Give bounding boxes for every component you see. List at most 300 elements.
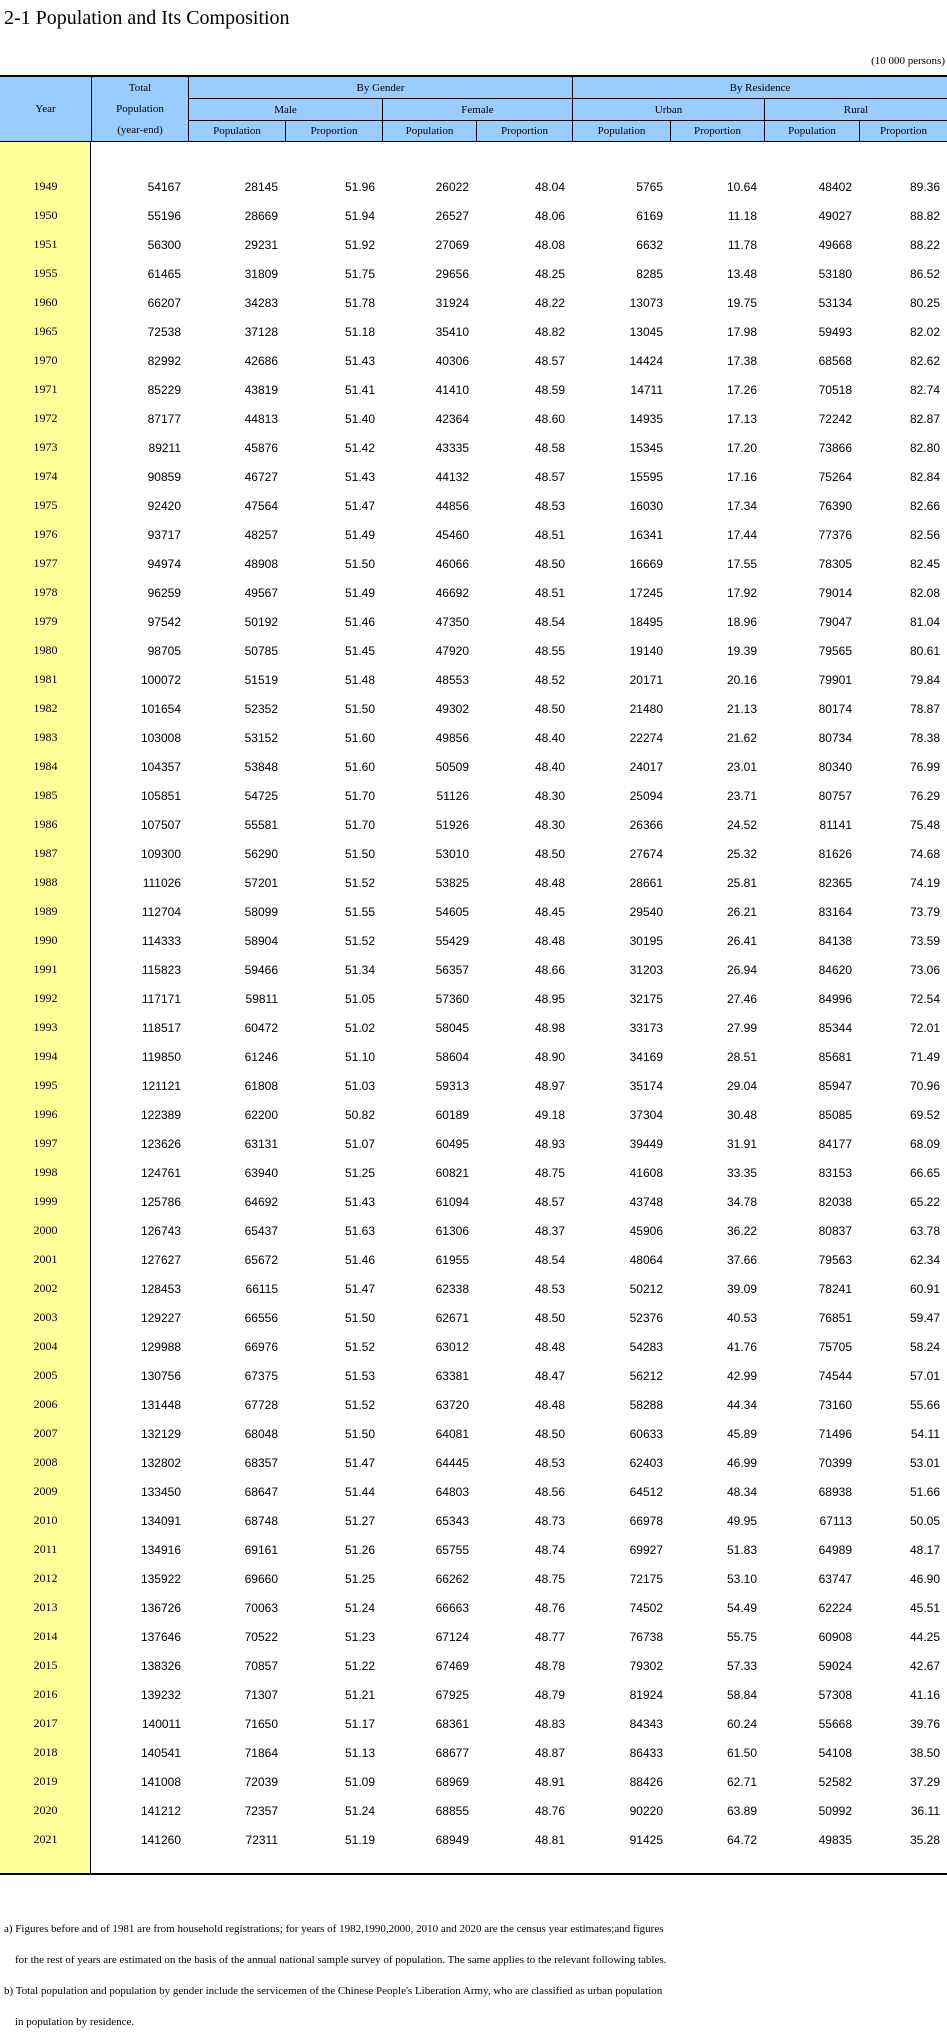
value-cell: 56290 [244, 846, 278, 861]
value-cell: 48.55 [534, 643, 565, 658]
value-cell: 89211 [148, 440, 181, 455]
value-cell: 133450 [140, 1484, 181, 1499]
year-cell: 1973 [33, 440, 58, 454]
table-row [0, 868, 947, 897]
value-cell: 134091 [140, 1513, 181, 1528]
value-cell: 31.91 [726, 1136, 757, 1151]
value-cell: 27674 [629, 846, 663, 861]
value-cell: 48.76 [534, 1803, 565, 1818]
value-cell: 48.40 [534, 730, 565, 745]
value-cell: 51.22 [344, 1658, 375, 1673]
value-cell: 84343 [629, 1716, 663, 1731]
value-cell: 60.91 [909, 1281, 940, 1296]
value-cell: 111026 [142, 875, 181, 890]
value-cell: 48.75 [534, 1571, 565, 1586]
value-cell: 66978 [629, 1513, 663, 1528]
value-cell: 48.17 [909, 1542, 940, 1557]
year-cell: 2016 [33, 1687, 58, 1701]
value-cell: 65437 [244, 1223, 278, 1238]
value-cell: 26.21 [726, 904, 757, 919]
value-cell: 68357 [244, 1455, 278, 1470]
value-cell: 18.96 [726, 614, 757, 629]
value-cell: 87177 [147, 411, 181, 426]
value-cell: 51.43 [344, 1194, 375, 1209]
header-by-gender: By Gender [188, 77, 572, 99]
value-cell: 73.06 [909, 962, 940, 977]
value-cell: 51.25 [344, 1571, 375, 1586]
value-cell: 48.97 [534, 1078, 565, 1093]
value-cell: 48.37 [534, 1223, 565, 1238]
header-rural: Rural [764, 99, 947, 121]
value-cell: 19140 [629, 643, 663, 658]
value-cell: 33.35 [726, 1165, 757, 1180]
table-row [0, 897, 947, 926]
header-female-population: Population [382, 121, 476, 141]
value-cell: 114333 [141, 933, 181, 948]
value-cell: 67113 [819, 1513, 852, 1528]
value-cell: 11.18 [727, 208, 757, 223]
value-cell: 129988 [140, 1339, 181, 1354]
table-row [0, 1129, 947, 1158]
value-cell: 51.07 [344, 1136, 375, 1151]
value-cell: 79.84 [909, 672, 940, 687]
value-cell: 51.41 [344, 382, 375, 397]
value-cell: 56300 [147, 237, 181, 252]
year-cell: 1994 [33, 1049, 58, 1063]
value-cell: 72311 [245, 1832, 278, 1847]
value-cell: 76738 [629, 1629, 663, 1644]
value-cell: 79901 [818, 672, 852, 687]
value-cell: 80734 [818, 730, 852, 745]
table-row [0, 1680, 947, 1709]
value-cell: 51.09 [344, 1774, 375, 1789]
year-cell: 2000 [33, 1223, 58, 1237]
value-cell: 39.76 [909, 1716, 940, 1731]
value-cell: 48.22 [534, 295, 565, 310]
table-row [0, 1448, 947, 1477]
value-cell: 82.66 [909, 498, 940, 513]
value-cell: 51.49 [344, 527, 375, 542]
value-cell: 39.09 [726, 1281, 757, 1296]
year-cell: 1998 [33, 1165, 58, 1179]
value-cell: 140011 [141, 1716, 181, 1731]
table-row [0, 346, 947, 375]
value-cell: 55668 [818, 1716, 852, 1731]
value-cell: 30195 [629, 933, 663, 948]
value-cell: 86433 [629, 1745, 663, 1760]
value-cell: 17.98 [726, 324, 757, 339]
value-cell: 48.74 [534, 1542, 565, 1557]
table-bottom-rule [0, 1873, 947, 1875]
value-cell: 21480 [629, 701, 663, 716]
value-cell: 48.73 [534, 1513, 565, 1528]
value-cell: 97542 [147, 614, 181, 629]
value-cell: 58.84 [726, 1687, 757, 1702]
value-cell: 68938 [818, 1484, 852, 1499]
value-cell: 40.53 [726, 1310, 757, 1325]
value-cell: 48.76 [534, 1600, 565, 1615]
table-row [0, 433, 947, 462]
value-cell: 61094 [435, 1194, 469, 1209]
value-cell: 66262 [435, 1571, 469, 1586]
value-cell: 19.39 [726, 643, 757, 658]
value-cell: 48.50 [534, 701, 565, 716]
value-cell: 51.25 [344, 1165, 375, 1180]
value-cell: 51.47 [344, 1455, 375, 1470]
footnote-a-line2: for the rest of years are estimated on the basis of the annual national sample survey of population. The same applies to the relevant following tables. [15, 1954, 667, 1966]
table-row [0, 1419, 947, 1448]
value-cell: 61306 [435, 1223, 469, 1238]
page-title: 2-1 Population and Its Composition [4, 7, 290, 29]
value-cell: 55581 [244, 817, 278, 832]
value-cell: 57360 [435, 991, 469, 1006]
value-cell: 29231 [244, 237, 278, 252]
value-cell: 51.27 [344, 1513, 375, 1528]
value-cell: 48.93 [534, 1136, 565, 1151]
value-cell: 45.89 [726, 1426, 757, 1441]
value-cell: 49.95 [726, 1513, 757, 1528]
table-rows [0, 172, 947, 1854]
value-cell: 50192 [244, 614, 278, 629]
value-cell: 53825 [435, 875, 469, 890]
value-cell: 49835 [818, 1832, 852, 1847]
value-cell: 64081 [435, 1426, 469, 1441]
year-cell: 1983 [33, 730, 58, 744]
year-cell: 2008 [33, 1455, 58, 1469]
value-cell: 51519 [244, 672, 278, 687]
value-cell: 126743 [140, 1223, 181, 1238]
table-row [0, 1796, 947, 1825]
value-cell: 74.68 [909, 846, 940, 861]
value-cell: 73.59 [909, 933, 940, 948]
table-row [0, 1564, 947, 1593]
value-cell: 56212 [629, 1368, 663, 1383]
year-cell: 2002 [33, 1281, 58, 1295]
value-cell: 53152 [244, 730, 278, 745]
header-female: Female [382, 99, 572, 121]
value-cell: 74502 [629, 1600, 663, 1615]
table-row [0, 1593, 947, 1622]
value-cell: 51.19 [344, 1832, 375, 1847]
value-cell: 82038 [818, 1194, 852, 1209]
value-cell: 27069 [435, 237, 469, 252]
value-cell: 15345 [629, 440, 663, 455]
value-cell: 51.52 [344, 933, 375, 948]
value-cell: 64803 [435, 1484, 469, 1499]
value-cell: 78241 [818, 1281, 852, 1296]
value-cell: 53848 [244, 759, 278, 774]
value-cell: 28.51 [726, 1049, 757, 1064]
year-cell: 2012 [33, 1571, 58, 1585]
value-cell: 55429 [435, 933, 469, 948]
value-cell: 71496 [818, 1426, 852, 1441]
value-cell: 82365 [818, 875, 852, 890]
year-cell: 1995 [33, 1078, 58, 1092]
value-cell: 57.33 [726, 1658, 757, 1673]
value-cell: 73160 [818, 1397, 852, 1412]
year-cell: 1982 [33, 701, 58, 715]
value-cell: 71864 [244, 1745, 278, 1760]
value-cell: 37.66 [726, 1252, 757, 1267]
year-cell: 2014 [33, 1629, 58, 1643]
value-cell: 68969 [435, 1774, 469, 1789]
value-cell: 51.70 [344, 788, 375, 803]
value-cell: 51.17 [344, 1716, 375, 1731]
value-cell: 17.92 [726, 585, 757, 600]
value-cell: 81141 [819, 817, 852, 832]
value-cell: 76.29 [909, 788, 940, 803]
value-cell: 50785 [244, 643, 278, 658]
table-row [0, 636, 947, 665]
value-cell: 35.28 [909, 1832, 940, 1847]
value-cell: 19.75 [726, 295, 757, 310]
value-cell: 6169 [636, 208, 663, 223]
value-cell: 69660 [244, 1571, 278, 1586]
year-cell: 2001 [33, 1252, 58, 1266]
table-row [0, 172, 947, 201]
value-cell: 51.70 [344, 817, 375, 832]
value-cell: 51.94 [344, 208, 375, 223]
year-cell: 1974 [33, 469, 58, 483]
value-cell: 54725 [244, 788, 278, 803]
year-cell: 1976 [33, 527, 58, 541]
value-cell: 49668 [818, 237, 852, 252]
value-cell: 72357 [244, 1803, 278, 1818]
table-row [0, 1071, 947, 1100]
value-cell: 91425 [629, 1832, 663, 1847]
value-cell: 48.54 [534, 614, 565, 629]
year-cell: 2003 [33, 1310, 58, 1324]
value-cell: 64512 [629, 1484, 663, 1499]
value-cell: 130756 [140, 1368, 181, 1383]
value-cell: 79563 [818, 1252, 852, 1267]
footnote-a-line1: a) Figures before and of 1981 are from household registrations; for years of 1982,1990,2000, 2010 and 2020 are the census year estimates;and figures [4, 1923, 664, 1935]
value-cell: 57.01 [909, 1368, 940, 1383]
year-cell: 1949 [33, 179, 58, 193]
value-cell: 82.62 [909, 353, 940, 368]
value-cell: 84620 [818, 962, 852, 977]
value-cell: 137646 [140, 1629, 181, 1644]
header-female-proportion: Proportion [476, 121, 572, 141]
value-cell: 25.32 [726, 846, 757, 861]
value-cell: 51.50 [344, 556, 375, 571]
value-cell: 62224 [818, 1600, 852, 1615]
value-cell: 63720 [435, 1397, 469, 1412]
value-cell: 121121 [141, 1078, 181, 1093]
value-cell: 82.74 [909, 382, 940, 397]
value-cell: 80174 [818, 701, 852, 716]
header-total-line2: Population [116, 102, 164, 115]
value-cell: 6632 [636, 237, 663, 252]
value-cell: 42.99 [726, 1368, 757, 1383]
value-cell: 47350 [435, 614, 469, 629]
value-cell: 51.44 [344, 1484, 375, 1499]
value-cell: 54167 [147, 179, 181, 194]
value-cell: 46.99 [726, 1455, 757, 1470]
table-row [0, 404, 947, 433]
value-cell: 98705 [147, 643, 181, 658]
value-cell: 61.50 [726, 1745, 757, 1760]
value-cell: 61955 [435, 1252, 469, 1267]
value-cell: 47564 [244, 498, 278, 513]
value-cell: 48.48 [534, 1339, 565, 1354]
value-cell: 51.46 [344, 614, 375, 629]
value-cell: 51.66 [909, 1484, 940, 1499]
value-cell: 48.08 [534, 237, 565, 252]
value-cell: 86.52 [909, 266, 940, 281]
value-cell: 51.53 [344, 1368, 375, 1383]
value-cell: 75.48 [909, 817, 940, 832]
value-cell: 53180 [818, 266, 852, 281]
value-cell: 60821 [435, 1165, 469, 1180]
value-cell: 65343 [435, 1513, 469, 1528]
value-cell: 39449 [629, 1136, 663, 1151]
value-cell: 51.52 [344, 875, 375, 890]
value-cell: 48.51 [534, 527, 565, 542]
value-cell: 134916 [140, 1542, 181, 1557]
value-cell: 56357 [435, 962, 469, 977]
value-cell: 48.50 [534, 1310, 565, 1325]
value-cell: 43748 [629, 1194, 663, 1209]
value-cell: 15595 [629, 469, 663, 484]
value-cell: 70522 [244, 1629, 278, 1644]
value-cell: 48.48 [534, 933, 565, 948]
value-cell: 48064 [629, 1252, 663, 1267]
value-cell: 54108 [818, 1745, 852, 1760]
value-cell: 17.44 [726, 527, 757, 542]
value-cell: 48.57 [534, 353, 565, 368]
table-row [0, 1506, 947, 1535]
value-cell: 48.30 [534, 788, 565, 803]
value-cell: 68361 [435, 1716, 469, 1731]
value-cell: 72.01 [909, 1020, 940, 1035]
value-cell: 58099 [244, 904, 278, 919]
value-cell: 70.96 [909, 1078, 940, 1093]
value-cell: 49.18 [534, 1107, 565, 1122]
value-cell: 17.20 [726, 440, 757, 455]
value-cell: 55.66 [909, 1397, 940, 1412]
value-cell: 132802 [140, 1455, 181, 1470]
value-cell: 78.87 [909, 701, 940, 716]
value-cell: 85947 [818, 1078, 852, 1093]
value-cell: 51926 [435, 817, 469, 832]
value-cell: 82.02 [909, 324, 940, 339]
value-cell: 79014 [818, 585, 852, 600]
value-cell: 31809 [244, 266, 278, 281]
value-cell: 53134 [818, 295, 852, 310]
year-cell: 2018 [33, 1745, 58, 1759]
header-total [91, 77, 188, 141]
year-cell: 1990 [33, 933, 58, 947]
table-row [0, 1535, 947, 1564]
value-cell: 55196 [147, 208, 181, 223]
year-cell: 1978 [33, 585, 58, 599]
value-cell: 105851 [140, 788, 181, 803]
value-cell: 67925 [435, 1687, 469, 1702]
value-cell: 35410 [435, 324, 469, 339]
table-row [0, 578, 947, 607]
value-cell: 17.34 [726, 498, 757, 513]
value-cell: 51.50 [344, 1426, 375, 1441]
year-cell: 1955 [33, 266, 58, 280]
value-cell: 63747 [818, 1571, 852, 1586]
value-cell: 53.10 [726, 1571, 757, 1586]
value-cell: 136726 [140, 1600, 181, 1615]
year-cell: 2011 [33, 1542, 58, 1556]
value-cell: 61465 [147, 266, 181, 281]
value-cell: 50992 [818, 1803, 852, 1818]
value-cell: 49856 [435, 730, 469, 745]
value-cell: 81924 [629, 1687, 663, 1702]
table-row [0, 1390, 947, 1419]
value-cell: 117171 [141, 991, 181, 1006]
value-cell: 112704 [141, 904, 181, 919]
year-cell: 2020 [33, 1803, 58, 1817]
value-cell: 104357 [140, 759, 181, 774]
table-row [0, 1332, 947, 1361]
value-cell: 51.52 [344, 1339, 375, 1354]
value-cell: 73866 [818, 440, 852, 455]
table-body [0, 142, 947, 1873]
value-cell: 127627 [140, 1252, 181, 1267]
value-cell: 77376 [818, 527, 852, 542]
value-cell: 51.50 [344, 701, 375, 716]
table-row [0, 1187, 947, 1216]
header-year: Year [0, 77, 91, 141]
value-cell: 51.96 [344, 179, 375, 194]
value-cell: 68949 [435, 1832, 469, 1847]
table-row [0, 607, 947, 636]
value-cell: 29540 [629, 904, 663, 919]
population-table [0, 75, 947, 1875]
year-cell: 1980 [33, 643, 58, 657]
value-cell: 63381 [435, 1368, 469, 1383]
table-row [0, 694, 947, 723]
value-cell: 128453 [140, 1281, 181, 1296]
value-cell: 14711 [630, 382, 663, 397]
value-cell: 76851 [818, 1310, 852, 1325]
value-cell: 68748 [244, 1513, 278, 1528]
value-cell: 51.40 [344, 411, 375, 426]
value-cell: 21.62 [726, 730, 757, 745]
value-cell: 66663 [435, 1600, 469, 1615]
value-cell: 48.91 [534, 1774, 565, 1789]
value-cell: 80.61 [909, 643, 940, 658]
value-cell: 85085 [818, 1107, 852, 1122]
value-cell: 118517 [141, 1020, 181, 1035]
value-cell: 44132 [435, 469, 469, 484]
value-cell: 48.50 [534, 1426, 565, 1441]
value-cell: 139232 [140, 1687, 181, 1702]
value-cell: 82.08 [909, 585, 940, 600]
table-row [0, 259, 947, 288]
value-cell: 31203 [629, 962, 663, 977]
value-cell: 75264 [818, 469, 852, 484]
value-cell: 54.11 [910, 1426, 940, 1441]
year-cell: 2017 [33, 1716, 58, 1730]
value-cell: 51.43 [344, 353, 375, 368]
value-cell: 96259 [147, 585, 181, 600]
value-cell: 48.45 [534, 904, 565, 919]
value-cell: 51.13 [344, 1745, 375, 1760]
value-cell: 51.24 [344, 1803, 375, 1818]
footnote-b-line2: in population by residence. [15, 2016, 135, 2028]
value-cell: 48.98 [534, 1020, 565, 1035]
value-cell: 48.53 [534, 498, 565, 513]
value-cell: 51.55 [344, 904, 375, 919]
value-cell: 48553 [435, 672, 469, 687]
value-cell: 57201 [244, 875, 278, 890]
